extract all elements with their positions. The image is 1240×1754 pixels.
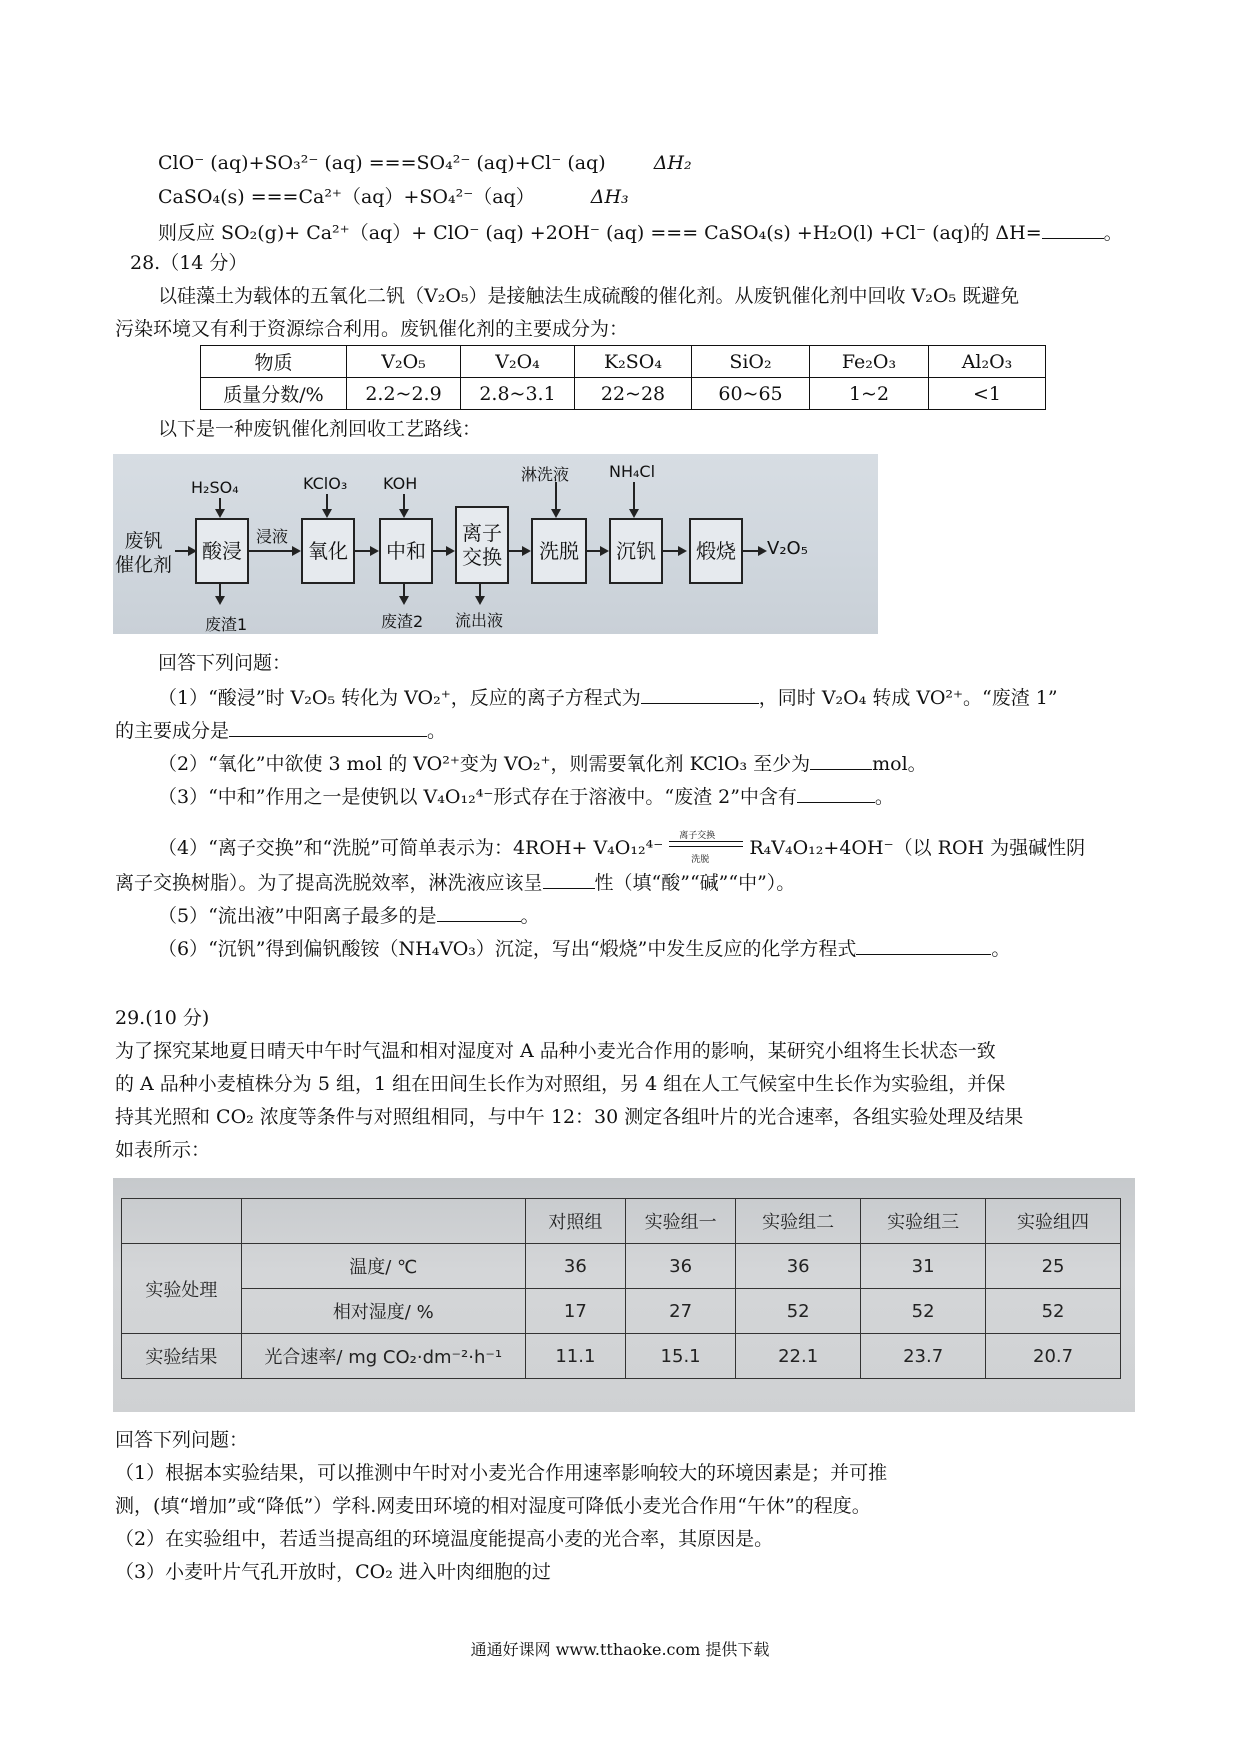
answer-blank[interactable]	[229, 716, 427, 737]
question-text: （2）“氧化”中欲使 3 mol 的 VO²⁺变为 VO₂⁺，则需要氧化剂 KClO₃ 至少为	[158, 753, 811, 775]
table-cell: 11.1	[525, 1334, 625, 1379]
flow-arrow	[743, 550, 765, 552]
flow-arrow	[479, 583, 481, 603]
equation-text: ClO⁻ (aq)+SO₃²⁻ (aq) ===SO₄²⁻ (aq)+Cl⁻ (aq)	[158, 152, 606, 174]
table-cell	[241, 1199, 525, 1244]
question-text: （5）“流出液”中阳离子最多的是	[158, 905, 437, 927]
flow-arrow	[587, 550, 607, 552]
table-row	[122, 1289, 1121, 1334]
flow-arrow	[663, 550, 685, 552]
equation-line-3	[158, 218, 1123, 246]
answer-blank[interactable]	[1042, 218, 1104, 239]
q29-heading: 29.(10 分)	[115, 1007, 210, 1029]
answer-blank[interactable]	[856, 934, 991, 955]
q28-answer-intro: 回答下列问题：	[158, 652, 292, 674]
table-cell: 实验组三	[861, 1199, 986, 1244]
q29-intro-2: 的 A 品种小麦植株分为 5 组，1 组在田间生长作为对照组，另 4 组在人工气候室中生长作为实验组，并保	[115, 1073, 1006, 1095]
punctuation: 。	[1103, 222, 1123, 244]
table-cell: 实验处理	[122, 1244, 242, 1334]
equilibrium-arrow	[669, 831, 743, 865]
question-text: （1）“酸浸”时 V₂O₅ 转化为 VO₂⁺，反应的离子方程式为	[158, 687, 641, 709]
q29-part-1: （1）根据本实验结果，可以推测中午时对小麦光合作用速率影响较大的环境因素是；并可推	[115, 1462, 888, 1484]
table-header-row	[201, 346, 1046, 378]
enthalpy-label: ΔH₃	[590, 186, 629, 208]
table-cell: 27	[626, 1289, 736, 1334]
reagent-nh4cl: NH₄Cl	[609, 462, 656, 481]
table-cell: 实验组二	[736, 1199, 861, 1244]
q29-part-2: （2）在实验组中，若适当提高组的环境温度能提高小麦的光合率，其原因是。	[115, 1528, 774, 1550]
punctuation: 。	[991, 938, 1011, 960]
table-cell: 2.8~3.1	[461, 378, 575, 410]
q28-part-4	[158, 831, 1086, 865]
table-cell	[122, 1199, 242, 1244]
flow-arrow	[509, 550, 529, 552]
table-row	[201, 378, 1046, 410]
table-cell: 2.2~2.9	[347, 378, 461, 410]
table-cell: 光合速率/ mg CO₂·dm⁻²·h⁻¹	[241, 1334, 525, 1379]
q29-answer-intro: 回答下列问题：	[115, 1429, 249, 1451]
flow-arrow	[403, 583, 405, 603]
answer-blank[interactable]	[437, 901, 521, 922]
q28-intro-2: 污染环境又有利于资源综合利用。废钒催化剂的主要成分为：	[115, 318, 629, 340]
flow-box-line: 离子	[462, 521, 502, 545]
results-table	[121, 1198, 1121, 1379]
table-cell: 52	[986, 1289, 1121, 1334]
effluent-label: 流出液	[455, 611, 504, 630]
q28-part-6	[158, 934, 1010, 962]
q28-part-4-cont	[115, 868, 795, 896]
question-text: （4）“离子交换”和“洗脱”可简单表示为：4ROH+ V₄O₁₂⁴⁻	[158, 837, 664, 859]
question-text: mol。	[872, 753, 927, 775]
table-cell: 20.7	[986, 1334, 1121, 1379]
flow-box-calcination: 煅烧	[689, 518, 743, 584]
answer-blank[interactable]	[810, 749, 872, 770]
table-cell: 36	[736, 1244, 861, 1289]
flow-input-line: 催化剂	[115, 554, 173, 576]
table-row	[122, 1244, 1121, 1289]
answer-blank[interactable]	[641, 683, 759, 704]
table-cell: K₂SO₄	[575, 346, 692, 378]
enthalpy-label: ΔH₂	[653, 152, 692, 174]
table-cell: 23.7	[861, 1334, 986, 1379]
table-cell: 实验组四	[986, 1199, 1121, 1244]
question-text: 离子交换树脂）。为了提高洗脱效率，淋洗液应该呈	[115, 872, 543, 894]
question-text: R₄V₄O₁₂+4OH⁻（以 ROH 为强碱性阴	[749, 837, 1086, 859]
question-text: 的主要成分是	[115, 720, 230, 742]
q29-intro-3: 持其光照和 CO₂ 浓度等条件与对照组相同，与中午 12：30 测定各组叶片的光合速率，各组实验处理及结果	[115, 1106, 1024, 1128]
question-text: 性（填“酸”“碱”“中”）。	[594, 872, 796, 894]
q28-part-2	[158, 749, 927, 777]
table-row	[122, 1334, 1121, 1379]
flow-arrow	[633, 482, 635, 516]
composition-table	[200, 345, 1046, 410]
table-cell: 温度/ ℃	[241, 1244, 525, 1289]
flow-output-label: V₂O₅	[767, 538, 808, 559]
answer-blank[interactable]	[543, 868, 595, 889]
table-cell: 17	[525, 1289, 625, 1334]
q29-part-3: （3）小麦叶片气孔开放时，CO₂ 进入叶肉细胞的过	[115, 1561, 551, 1583]
flow-arrow	[355, 550, 377, 552]
flow-box-line: 交换	[462, 545, 502, 569]
q28-heading: 28.（14 分）	[130, 252, 248, 274]
q29-intro-4: 如表所示：	[115, 1139, 211, 1161]
table-cell: 物质	[201, 346, 347, 378]
table-cell: 36	[626, 1244, 736, 1289]
question-text: ，同时 V₂O₄ 转成 VO²⁺。“废渣 1”	[758, 687, 1058, 709]
process-flow-diagram	[113, 454, 878, 634]
flow-arrow	[433, 550, 453, 552]
table-cell: 对照组	[525, 1199, 625, 1244]
flow-box-oxidation: 氧化	[301, 518, 355, 584]
table-cell: 质量分数/%	[201, 378, 347, 410]
table-cell: 实验组一	[626, 1199, 736, 1244]
flow-arrow	[219, 583, 221, 603]
table-cell: 25	[986, 1244, 1121, 1289]
punctuation: 。	[520, 905, 540, 927]
q29-part-1-cont: 测，(填“增加”或“降低”）学科.网麦田环境的相对湿度可降低小麦光合作用“午休”的程度。	[115, 1495, 871, 1517]
question-text: （3）“中和”作用之一是使钒以 V₄O₁₂⁴⁻形式存在于溶液中。“废渣 2”中含有	[158, 786, 797, 808]
reagent-kclo3: KClO₃	[303, 474, 348, 493]
punctuation: 。	[874, 786, 894, 808]
table-cell: 实验结果	[122, 1334, 242, 1379]
answer-blank[interactable]	[797, 782, 875, 803]
equilibrium-arrow-label: 离子交换	[679, 831, 716, 841]
flow-arrow	[219, 498, 221, 516]
table-cell: 31	[861, 1244, 986, 1289]
table-header-row	[122, 1199, 1121, 1244]
table-cell: 15.1	[626, 1334, 736, 1379]
waste-1-label: 废渣1	[205, 615, 248, 634]
equation-text: 则反应 SO₂(g)+ Ca²⁺（aq）+ ClO⁻ (aq) +2OH⁻ (aq) === CaSO₄(s) +H₂O(l) +Cl⁻ (aq)的 ΔH=	[158, 222, 1042, 244]
q28-part-5	[158, 901, 540, 929]
table-cell: 52	[736, 1289, 861, 1334]
equation-text: CaSO₄(s) ===Ca²⁺（aq）+SO₄²⁻（aq）	[158, 186, 535, 208]
page-footer: 通通好课网 www.tthaoke.com 提供下载	[470, 1640, 770, 1659]
q28-part-3	[158, 782, 894, 810]
table-cell: 60~65	[692, 378, 810, 410]
question-text: （6）“沉钒”得到偏钒酸铵（NH₄VO₃）沉淀，写出“煅烧”中发生反应的化学方程式	[158, 938, 857, 960]
reagent-koh: KOH	[383, 474, 418, 493]
flow-arrow	[175, 550, 195, 552]
flow-box-vanadium-precip: 沉钒	[609, 518, 663, 584]
flow-arrow	[326, 494, 328, 516]
table-cell: <1	[929, 378, 1046, 410]
equilibrium-arrow-label: 洗脱	[691, 855, 710, 865]
table-cell: 52	[861, 1289, 986, 1334]
table-cell: V₂O₅	[347, 346, 461, 378]
table-cell: Fe₂O₃	[810, 346, 929, 378]
waste-2-label: 废渣2	[381, 612, 424, 631]
equation-line-2	[158, 184, 629, 210]
reagent-rinse: 淋洗液	[521, 465, 570, 484]
flow-box-elution: 洗脱	[531, 518, 587, 584]
q28-part-1	[158, 683, 1058, 711]
flow-input-label	[115, 529, 172, 577]
table-cell: 22~28	[575, 378, 692, 410]
results-table-photo	[113, 1178, 1135, 1412]
table-cell: 36	[525, 1244, 625, 1289]
reagent-h2so4: H₂SO₄	[191, 478, 239, 497]
flow-arrow	[403, 494, 405, 516]
equation-line-1	[158, 150, 692, 176]
q28-part-1-cont	[115, 716, 446, 744]
table-cell: 22.1	[736, 1334, 861, 1379]
table-cell: SiO₂	[692, 346, 810, 378]
flow-arrow	[555, 482, 557, 516]
route-intro: 以下是一种废钒催化剂回收工艺路线：	[158, 418, 482, 440]
flow-box-acid-leach: 酸浸	[195, 518, 249, 584]
flow-box-ion-exchange	[455, 506, 509, 584]
table-cell: 相对湿度/ %	[241, 1289, 525, 1334]
arrow-line	[669, 841, 743, 842]
flow-arrow	[249, 550, 299, 552]
filtrate-label: 浸液	[256, 527, 289, 546]
table-cell: V₂O₄	[461, 346, 575, 378]
punctuation: 。	[427, 720, 447, 742]
q29-intro-1: 为了探究某地夏日晴天中午时气温和相对湿度对 A 品种小麦光合作用的影响，某研究小组将生长状态一致	[115, 1040, 996, 1062]
flow-input-line: 废钒	[124, 530, 163, 552]
flow-box-neutralize: 中和	[379, 518, 433, 584]
table-cell: Al₂O₃	[929, 346, 1046, 378]
table-cell: 1~2	[810, 378, 929, 410]
q28-intro-1: 以硅藻土为载体的五氧化二钒（V₂O₅）是接触法生成硫酸的催化剂。从废钒催化剂中回收 V₂O₅ 既避免	[158, 285, 1020, 307]
